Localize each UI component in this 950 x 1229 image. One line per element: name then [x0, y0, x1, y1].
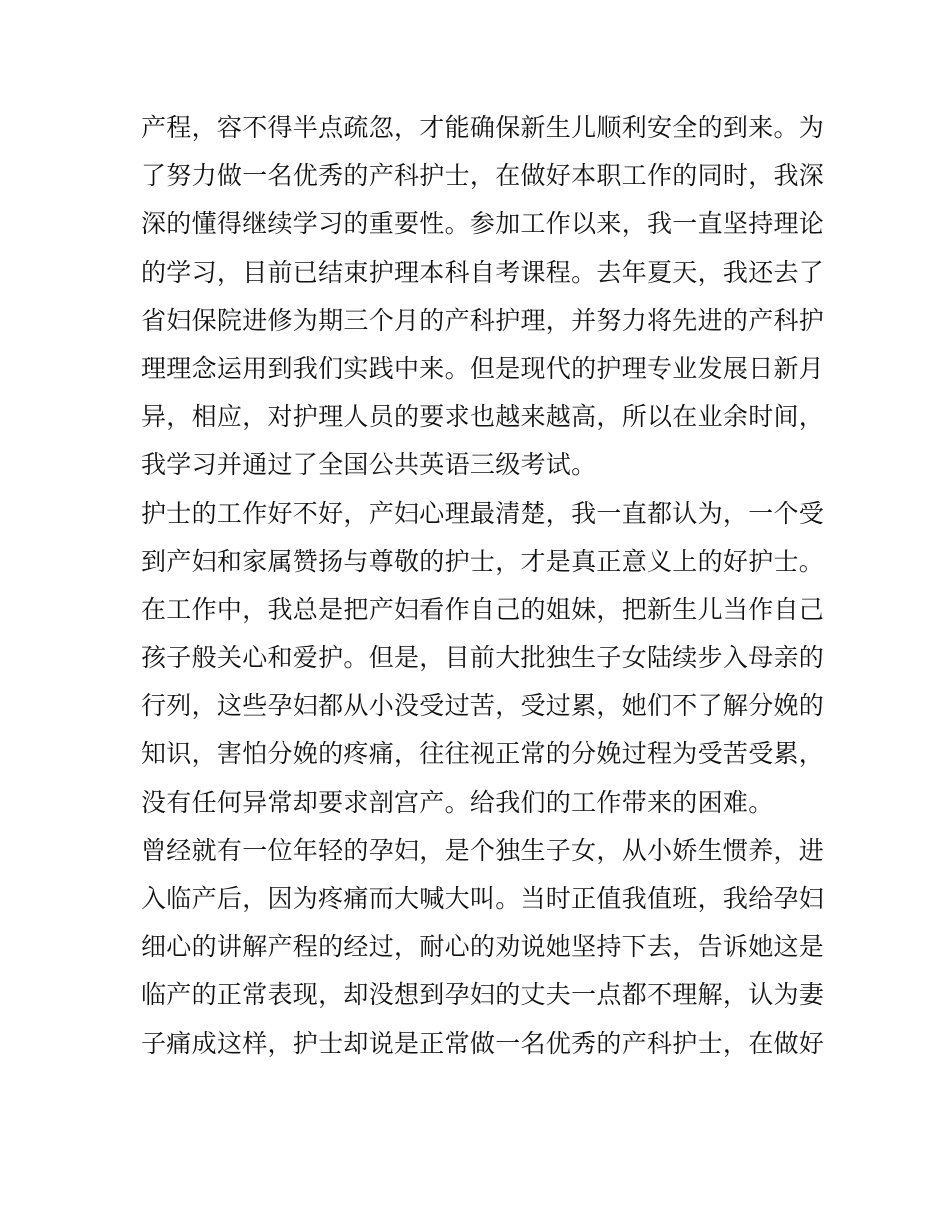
- text-line: 我学习并通过了全国公共英语三级考试。: [141, 450, 597, 480]
- text-line: 临产的正常表现，却没想到孕妇的丈夫一点都不理解，认为妻: [141, 980, 825, 1010]
- text-line: 异，相应，对护理人员的要求也越来越高，所以在业余时间，: [141, 402, 825, 432]
- text-line: 护士的工作好不好，产妇心理最清楚，我一直都认为，一个受: [141, 498, 825, 528]
- text-line: 的学习，目前已结束护理本科自考课程。去年夏天，我还去了: [141, 257, 825, 287]
- text-line: 行列，这些孕妇都从小没受过苦，受过累，她们不了解分娩的: [141, 691, 825, 721]
- text-line: 在工作中，我总是把产妇看作自己的姐妹，把新生儿当作自己: [141, 594, 825, 624]
- text-line: 子痛成这样，护士却说是正常做一名优秀的产科护士，在做好: [141, 1028, 825, 1058]
- text-line: 省妇保院进修为期三个月的产科护理，并努力将先进的产科护: [141, 305, 825, 335]
- text-line: 细心的讲解产程的经过，耐心的劝说她坚持下去，告诉她这是: [141, 932, 825, 962]
- text-line: 深的懂得继续学习的重要性。参加工作以来，我一直坚持理论: [141, 209, 825, 239]
- text-line: 知识，害怕分娩的疼痛，往往视正常的分娩过程为受苦受累，: [141, 739, 825, 769]
- text-line: 孩子般关心和爱护。但是，目前大批独生子女陆续步入母亲的: [141, 643, 825, 673]
- text-line: 了努力做一名优秀的产科护士，在做好本职工作的同时，我深: [141, 161, 825, 191]
- text-line: 产程，容不得半点疏忽，才能确保新生儿顺利安全的到来。为: [141, 113, 825, 142]
- text-line: 入临产后，因为疼痛而大喊大叫。当时正值我值班，我给孕妇: [141, 884, 825, 913]
- text-line: 没有任何异常却要求剖宫产。给我们的工作带来的困难。: [141, 787, 774, 817]
- text-line: 曾经就有一位年轻的孕妇，是个独生子女，从小娇生惯养，进: [141, 835, 825, 865]
- body-text: [141, 104, 825, 1068]
- text-line: 到产妇和家属赞扬与尊敬的护士，才是真正意义上的好护士。: [141, 546, 825, 576]
- text-line: 理理念运用到我们实践中来。但是现代的护理专业发展日新月: [141, 353, 825, 383]
